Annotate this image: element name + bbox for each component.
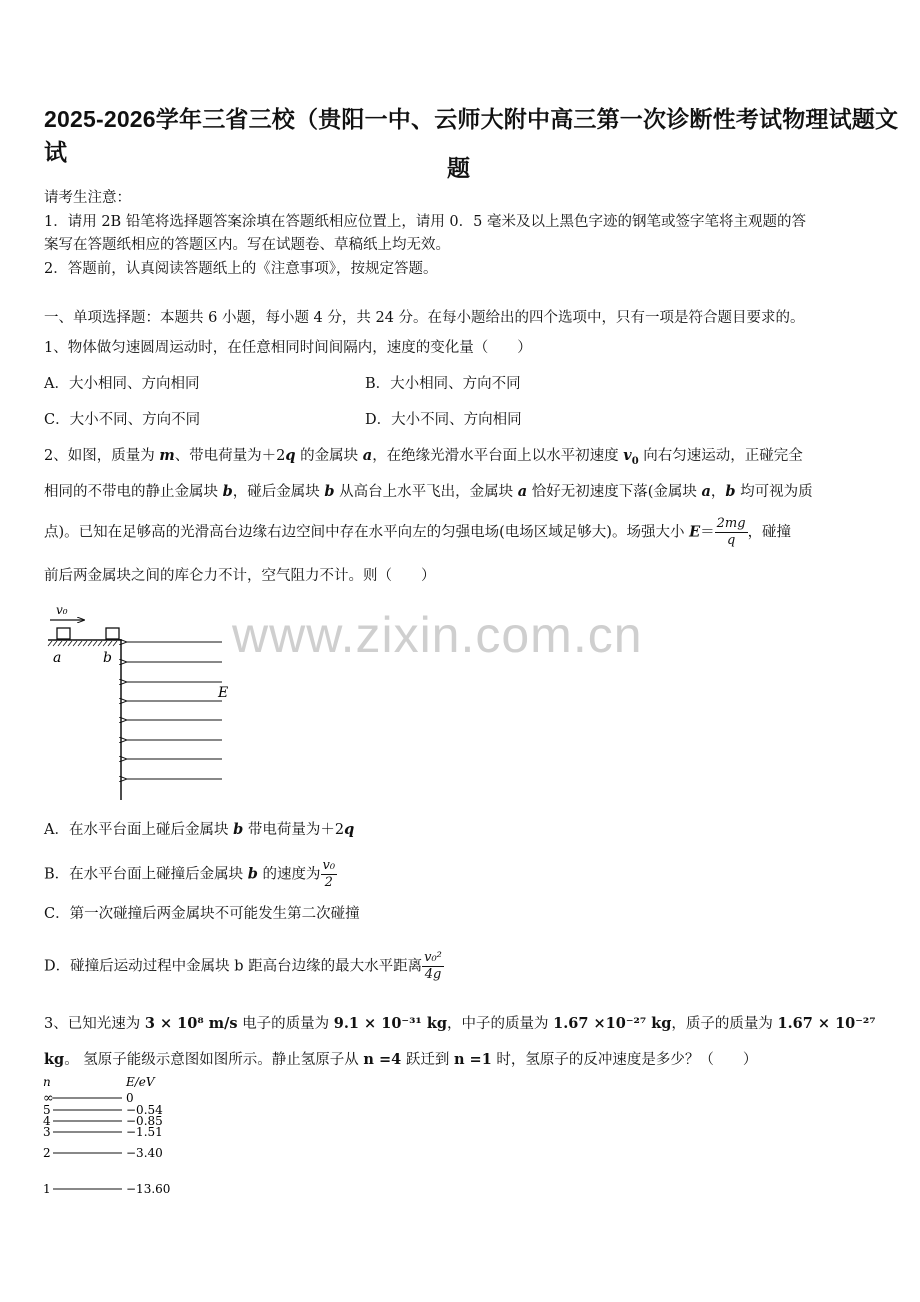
question-2-option-a: A．在水平台面上碰后金属块 b 带电荷量为＋2q: [44, 821, 355, 838]
watermark: www.zixin.com.cn: [232, 607, 643, 663]
question-1-option-d: D．大小不同、方向相同: [365, 412, 522, 428]
level-energy-label: −1.51: [126, 1125, 163, 1139]
question-3-line-2: kg。 氢原子能级示意图如图所示。静止氢原子从 n =4 跃迁到 n =1 时，氢原子的反冲速度是多少？（ ）: [44, 1051, 758, 1068]
label-e: E: [218, 685, 229, 701]
notice-heading: 请考生注意：: [44, 190, 131, 206]
question-1-option-a: A．大小相同、方向相同: [44, 376, 200, 392]
level-energy-label: 0: [126, 1091, 134, 1105]
distance-fraction: $\frac{\text{v₀²}}{4g}$: [424, 950, 442, 982]
label-b: b: [103, 650, 112, 666]
section-heading: 一、单项选择题：本题共 6 小题，每小题 4 分，共 24 分。在每小题给出的四个选项中，只有一项是符合题目要求的。: [44, 310, 805, 326]
level-n-label: 5: [43, 1103, 51, 1117]
question-2-line-2: 相同的不带电的静止金属块 b，碰后金属块 b 从高台上水平飞出，金属块 a 恰好无初速度下落(金属块 a，b 均可视为质: [44, 483, 813, 500]
levels-header-e: E/eV: [126, 1076, 155, 1089]
question-1-option-c: C．大小不同、方向不同: [44, 412, 201, 428]
level-energy-label: −0.85: [126, 1114, 163, 1128]
notice-item-1: 1．请用 2B 铅笔将选择题答案涂填在答题纸相应位置上，请用 0．5 毫米及以上黑色字迹的钢笔或签字笔将主观题的答: [44, 214, 806, 230]
table-hatching: [48, 641, 117, 646]
levels-header-n: n: [43, 1076, 51, 1089]
level-n-label: 4: [43, 1114, 51, 1128]
level-n-label: 1: [43, 1182, 51, 1196]
question-2-figure: [44, 600, 244, 805]
question-1-stem: 1、物体做匀速圆周运动时，在任意相同时间间隔内，速度的变化量（ ）: [44, 340, 532, 356]
level-n-label: ∞: [43, 1091, 54, 1106]
block-a: [57, 628, 70, 639]
energy-level-diagram: [40, 1076, 190, 1202]
level-n-label: 3: [43, 1125, 51, 1139]
level-energy-label: −0.54: [126, 1103, 163, 1117]
block-b: [106, 628, 119, 639]
field-strength-fraction: $\frac{2mg}{q}$: [716, 516, 746, 548]
question-2-option-b: B．在水平台面上碰撞后金属块 b 的速度为 $\frac{\text{v₀}}{2}$: [44, 858, 336, 890]
energy-levels: [43, 1091, 170, 1196]
level-n-label: 2: [43, 1146, 51, 1160]
electric-field-lines: [126, 642, 222, 779]
question-2-line-4: 前后两金属块之间的库仑力不计，空气阻力不计。则（ ）: [44, 568, 436, 584]
velocity-fraction: $\frac{\text{v₀}}{2}$: [322, 858, 336, 890]
question-1-option-b: B．大小相同、方向不同: [365, 376, 521, 392]
question-2-option-d: D．碰撞后运动过程中金属块 b 距高台边缘的最大水平距离 $\frac{\text{v₀²}}{4g}$: [44, 950, 442, 982]
question-3-line-1: 3、已知光速为 3 × 10⁸ m/s 电子的质量为 9.1 × 10⁻³¹ kg，中子的质量为 1.67 ×10⁻²⁷ kg，质子的质量为 1.67 × 10⁻²⁷: [44, 1015, 876, 1032]
notice-item-1-cont: 案写在答题纸相应的答题区内。写在试题卷、草稿纸上均无效。: [44, 237, 450, 253]
question-2-line-1: 2、如图，质量为 m、带电荷量为＋2q 的金属块 a，在绝缘光滑水平台面上以水平初速度 $v_0$ 向右匀速运动，正碰完全: [44, 447, 803, 467]
velocity-label: v₀: [56, 603, 68, 617]
label-a: a: [53, 650, 62, 666]
level-energy-label: −13.60: [126, 1182, 171, 1196]
question-2-option-c: C．第一次碰撞后两金属块不可能发生第二次碰撞: [44, 906, 360, 922]
page-title-continued: 题: [447, 155, 471, 181]
notice-item-2: 2．答题前，认真阅读答题纸上的《注意事项》，按规定答题。: [44, 261, 438, 277]
question-2-line-3: 点)。已知在足够高的光滑高台边缘右边空间中存在水平向左的匀强电场(电场区域足够大)。场强大小 E＝ $\frac{2mg}{q}$ ，碰撞: [44, 516, 792, 548]
level-energy-label: −3.40: [126, 1146, 163, 1160]
page-title: 2025-2026学年三省三校（贵阳一中、云师大附中高三第一次诊断性考试物理试题文试: [44, 106, 899, 165]
